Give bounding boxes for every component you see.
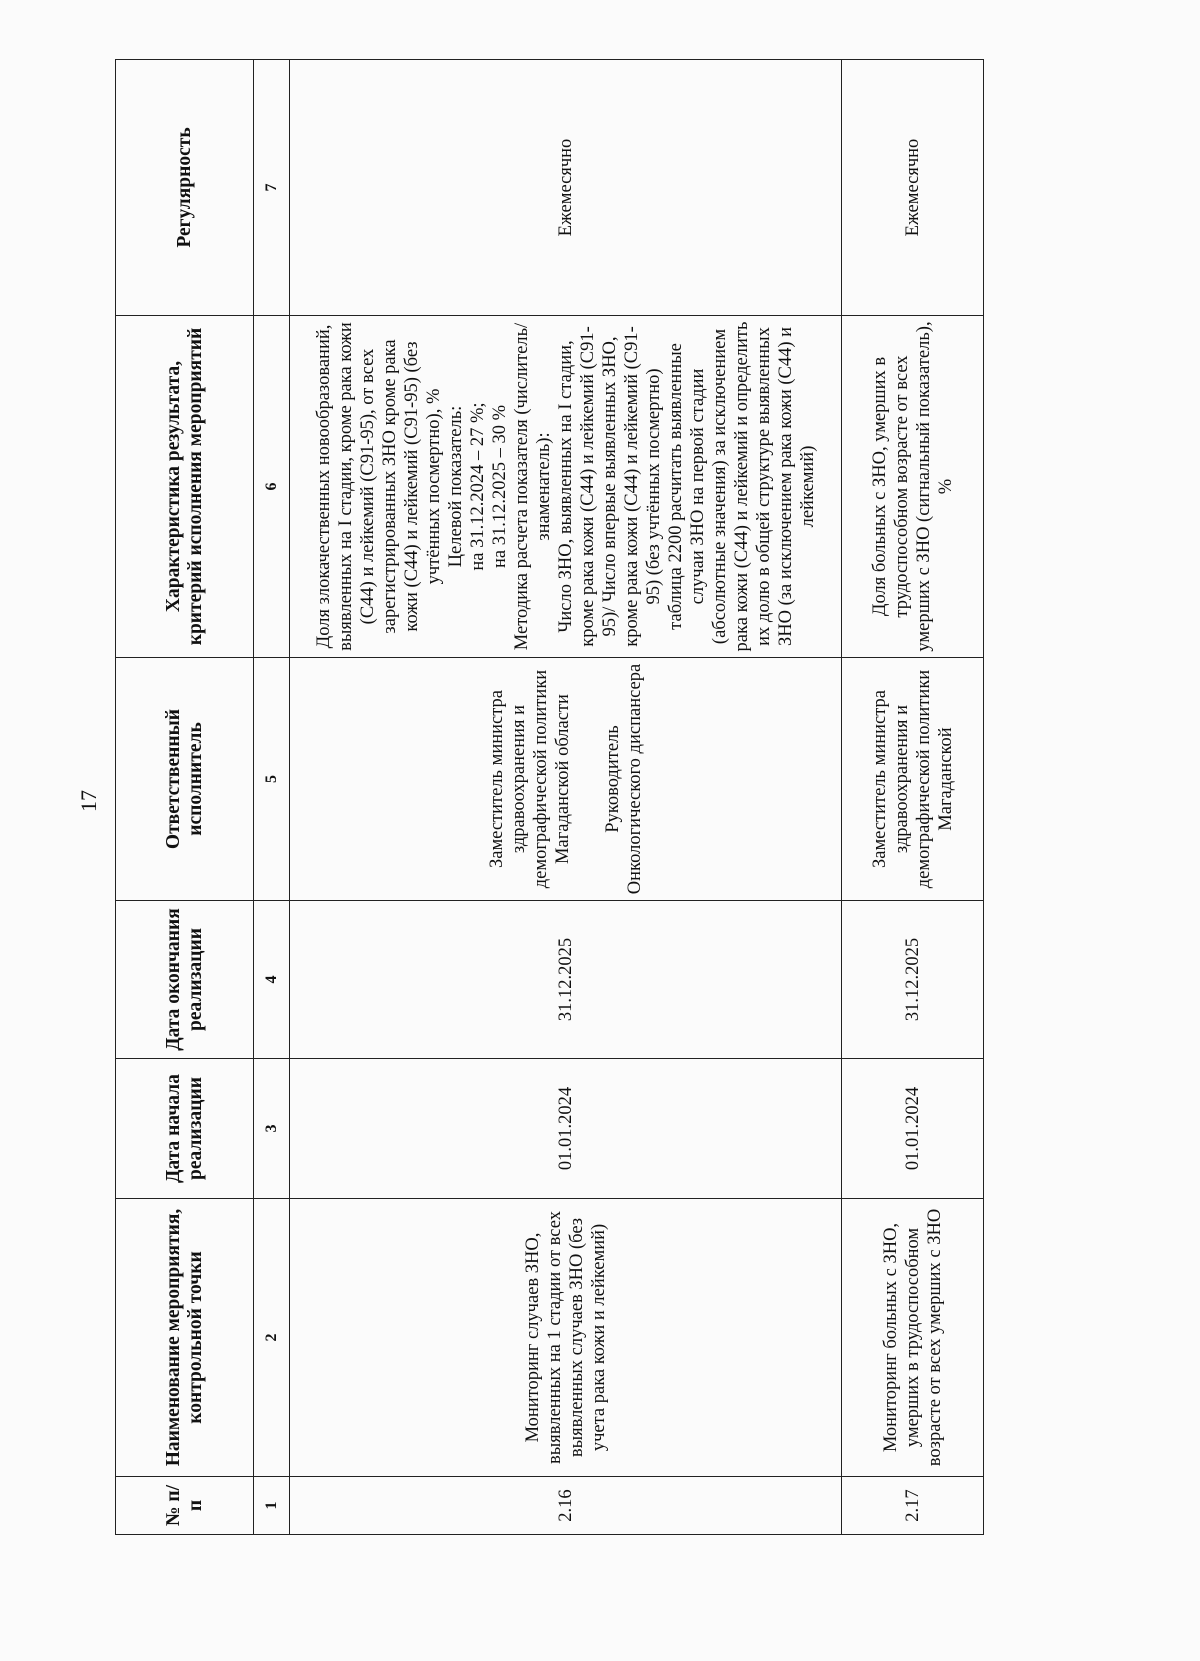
- column-number: 7: [254, 60, 290, 316]
- row-regularity: Ежемесячно: [290, 60, 842, 316]
- header-start-date: Дата начала реализации: [116, 1059, 254, 1199]
- row-characteristic: Доля злокачественных новообразований, выявленных на I стадии, кроме рака кожи (С44) и лейкемий (С91-95), от всех зарегистрированных ЗНО кроме рака кожи (С44) и лейкемий (С91-95) (без учтённых посмертно), % Целевой показатель: на 31.12.2024 – 27 %; на 31.12.2025 – 30 % Методика расчета показателя (числитель/знаменатель): Число ЗНО, выявленных на I стадии, кроме рака кожи (С44) и лейкемий (С91-95)/ Число впервые выявленных ЗНО, кроме рака кожи (С44) и лейкемий (С91-95) (без учтённых посмертно) таблица 2200 расчитать выявленные случаи ЗНО на первой стадии (абсолютные значения) за исключением рака кожи (С44) и лейкемий и определить их долю в общей структуре выявленных ЗНО (за исключением рака кожи (С44) и лейкемий): [290, 316, 842, 658]
- header-characteristic: Характеристика результата, критерий исполнения мероприятий: [116, 316, 254, 658]
- row-start-date: 01.01.2024: [842, 1059, 984, 1199]
- header-end-date: Дата окончания реализации: [116, 901, 254, 1059]
- row-characteristic: Доля больных с ЗНО, умерших в трудоспособном возрасте от всех умерших с ЗНО (сигнальный показатель), %: [842, 316, 984, 658]
- row-responsible: [842, 658, 984, 901]
- responsible-primary: Заместитель министра здравоохранения и демографической политики Магаданской: [869, 669, 956, 889]
- table-row: [842, 60, 984, 1535]
- column-number: 2: [254, 1199, 290, 1477]
- row-end-date: 31.12.2025: [842, 901, 984, 1059]
- table-header-row: [116, 60, 254, 1535]
- header-responsible: Ответственный исполнитель: [116, 658, 254, 901]
- header-num: № п/п: [116, 1477, 254, 1535]
- table-row: [290, 60, 842, 1535]
- row-start-date: 01.01.2024: [290, 1059, 842, 1199]
- header-name: Наименование мероприятия, контрольной точки: [116, 1199, 254, 1477]
- row-regularity: Ежемесячно: [842, 60, 984, 316]
- activities-table: [115, 59, 984, 1535]
- column-number-row: [254, 60, 290, 1535]
- column-number: 4: [254, 901, 290, 1059]
- column-number: 5: [254, 658, 290, 901]
- page-number: 17: [76, 790, 101, 812]
- header-regularity: Регулярность: [116, 60, 254, 316]
- row-num: 2.17: [842, 1477, 984, 1535]
- table-rotated-container: [115, 60, 983, 1535]
- column-number: 6: [254, 316, 290, 658]
- responsible-secondary: Руководитель Онкологического диспансера: [602, 663, 645, 895]
- row-responsible: [290, 658, 842, 901]
- column-number: 3: [254, 1059, 290, 1199]
- row-name: Мониторинг больных с ЗНО, умерших в трудоспособном возрасте от всех умерших с ЗНО: [842, 1199, 984, 1477]
- column-number: 1: [254, 1477, 290, 1535]
- responsible-primary: Заместитель министра здравоохранения и демографической политики Магаданской области: [486, 669, 573, 889]
- row-num: 2.16: [290, 1477, 842, 1535]
- row-name: Мониторинг случаев ЗНО, выявленных на 1 стадии от всех выявленных случаев ЗНО (без учета рака кожи и лейкемий): [290, 1199, 842, 1477]
- row-end-date: 31.12.2025: [290, 901, 842, 1059]
